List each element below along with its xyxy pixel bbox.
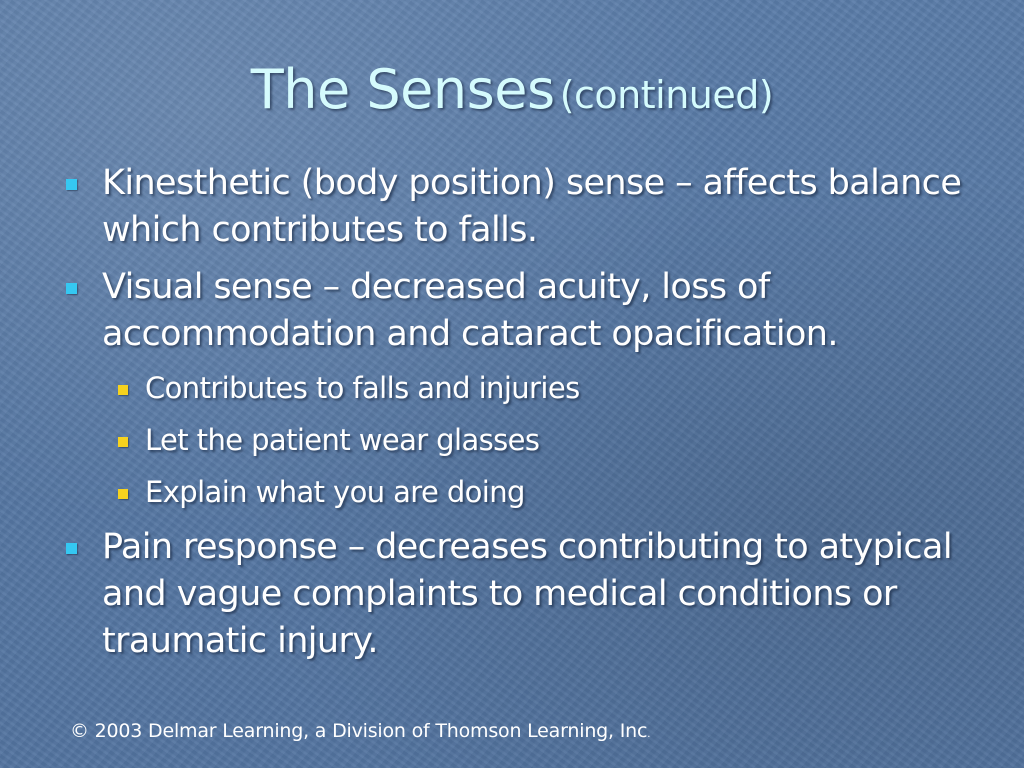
footer-period: .	[647, 729, 651, 740]
copyright-footer	[70, 720, 650, 742]
bullet-list	[60, 160, 980, 675]
bullet-text: Pain response – decreases contributing to atypical and vague complaints to medical conditions or traumatic injury.	[102, 527, 953, 661]
sub-bullet-item	[102, 420, 980, 460]
sub-bullet-text: Explain what you are doing	[145, 475, 525, 509]
slide-title	[0, 58, 1024, 121]
square-bullet-icon	[66, 543, 77, 554]
square-bullet-icon	[118, 385, 128, 395]
bullet-item	[60, 264, 980, 358]
sub-bullet-text: Contributes to falls and injuries	[145, 371, 580, 405]
title-sub: (continued)	[559, 73, 774, 117]
footer-text: © 2003 Delmar Learning, a Division of Thomson Learning, Inc	[70, 720, 648, 742]
sub-bullet-item	[102, 472, 980, 512]
sub-bullet-text: Let the patient wear glasses	[145, 423, 540, 457]
bullet-text: Visual sense – decreased acuity, loss of accommodation and cataract opacification.	[102, 267, 838, 354]
bullet-item	[60, 524, 980, 665]
sub-bullet-item	[102, 368, 980, 408]
bullet-text: Kinesthetic (body position) sense – affects balance which contributes to falls.	[102, 163, 962, 250]
square-bullet-icon	[66, 179, 77, 190]
square-bullet-icon	[118, 437, 128, 447]
title-main: The Senses	[250, 58, 555, 121]
bullet-item	[60, 160, 980, 254]
square-bullet-icon	[118, 489, 128, 499]
square-bullet-icon	[66, 283, 77, 294]
